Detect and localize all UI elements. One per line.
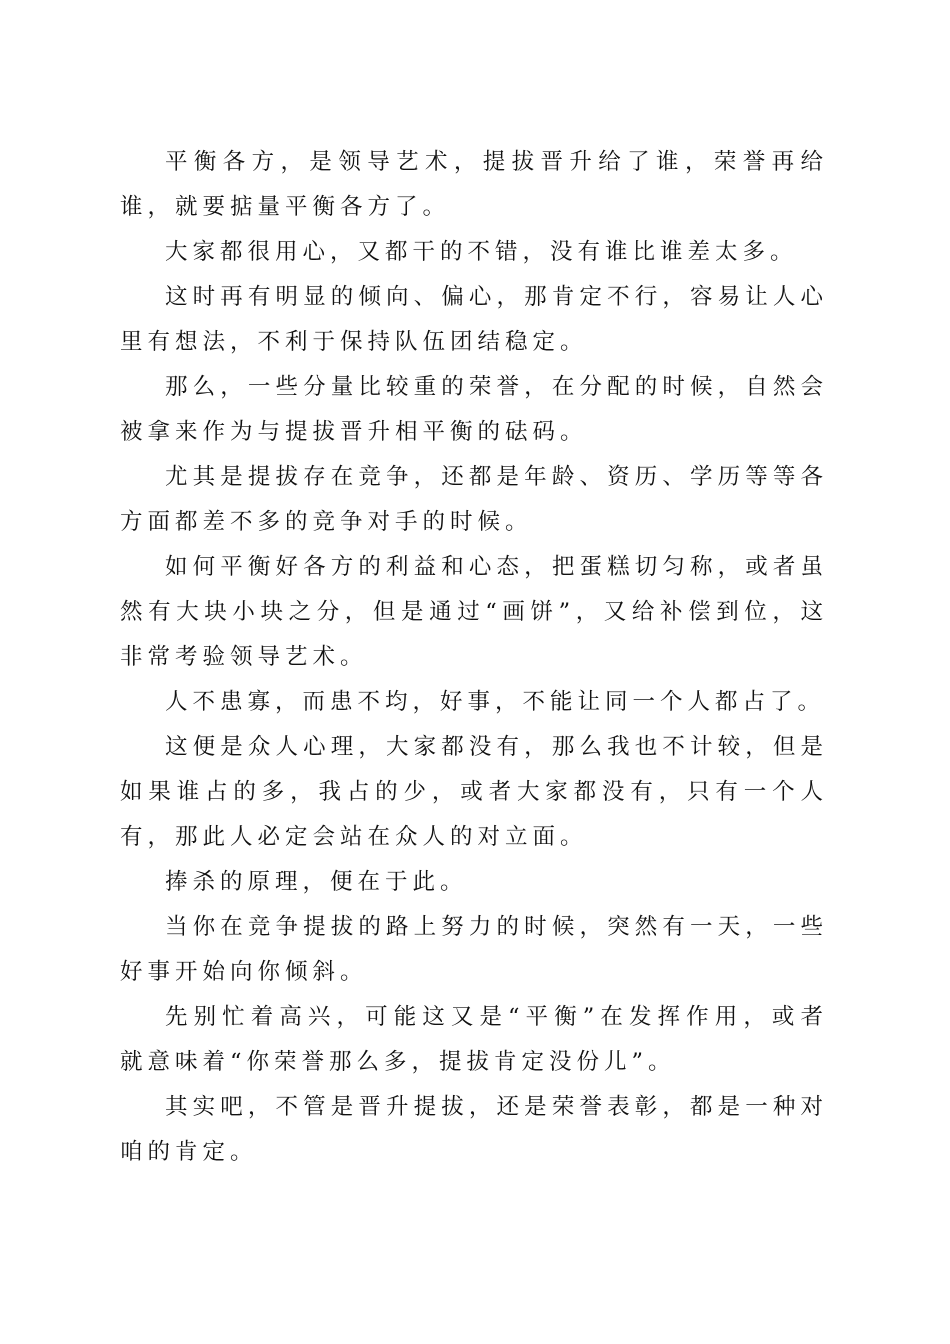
paragraph: 当你在竞争提拔的路上努力的时候，突然有一天，一些好事开始向你倾斜。 xyxy=(120,914,828,985)
paragraph: 那么，一些分量比较重的荣誉，在分配的时候，自然会被拿来作为与提拔晋升相平衡的砝码。 xyxy=(120,374,828,445)
paragraph: 平衡各方，是领导艺术，提拔晋升给了谁，荣誉再给谁，就要掂量平衡各方了。 xyxy=(120,149,828,220)
paragraph: 这时再有明显的倾向、偏心，那肯定不行，容易让人心里有想法，不利于保持队伍团结稳定。 xyxy=(120,284,828,355)
paragraph: 如何平衡好各方的利益和心态，把蛋糕切匀称，或者虽然有大块小块之分，但是通过“画饼”，又给补偿到位，这非常考验领导艺术。 xyxy=(120,554,828,670)
paragraph: 捧杀的原理，便在于此。 xyxy=(165,869,468,895)
paragraph: 这便是众人心理，大家都没有，那么我也不计较，但是如果谁占的多，我占的少，或者大家都没有，只有一个人有，那此人必定会站在众人的对立面。 xyxy=(120,734,828,850)
paragraph: 其实吧，不管是晋升提拔，还是荣誉表彰，都是一种对咱的肯定。 xyxy=(120,1094,828,1165)
paragraph: 人不患寡，而患不均，好事，不能让同一个人都占了。 xyxy=(165,689,826,715)
paragraph: 尤其是提拔存在竞争，还都是年龄、资历、学历等等各方面都差不多的竞争对手的时候。 xyxy=(120,464,828,535)
paragraph: 大家都很用心，又都干的不错，没有谁比谁差太多。 xyxy=(165,239,798,265)
document-body xyxy=(120,140,828,1175)
paragraph: 先别忙着高兴，可能这又是“平衡”在发挥作用，或者就意味着“你荣誉那么多，提拔肯定没份儿”。 xyxy=(120,1004,828,1075)
